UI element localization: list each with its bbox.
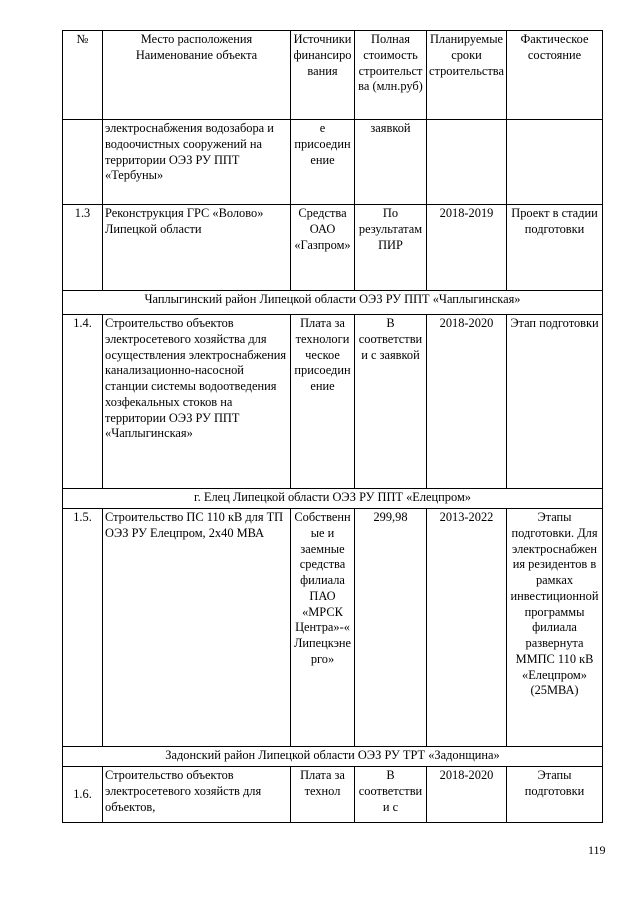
row-cost: В соответствии с (355, 767, 427, 823)
table-row (63, 315, 603, 489)
region-row (63, 489, 603, 509)
row-source: Плата за технологическое присоединение (291, 315, 355, 489)
row-num: 1.3 (63, 205, 103, 291)
row-cost: заявкой (355, 120, 427, 205)
region-title: г. Елец Липецкой области ОЭЗ РУ ППТ «Елецпром» (63, 489, 603, 509)
header-num: № (63, 31, 103, 120)
row-source: Плата за технол (291, 767, 355, 823)
row-cost: По результатам ПИР (355, 205, 427, 291)
row-terms: 2013-2022 (427, 509, 507, 747)
row-source: Средства ОАО «Газпром» (291, 205, 355, 291)
region-title: Чаплыгинский район Липецкой области ОЭЗ РУ ППТ «Чаплыгинская» (63, 291, 603, 315)
region-row (63, 291, 603, 315)
row-name: Строительство ПС 110 кВ для ТП ОЭЗ РУ Елецпром, 2х40 МВА (103, 509, 291, 747)
row-name: электроснабжения водозабора и водоочистных сооружений на территории ОЭЗ РУ ППТ «Тербуны» (103, 120, 291, 205)
header-terms: Планируемые сроки строительства (427, 31, 507, 120)
table-header-row (63, 31, 603, 120)
header-location: Место расположения Наименование объекта (103, 31, 291, 120)
row-status: Этапы подготовки. Для электроснабжения резидентов в рамках инвестиционной программы филиала развернута ММПС 110 кВ «Елецпром» (25МВА) (507, 509, 603, 747)
table-row (63, 120, 603, 205)
row-terms: 2018-2019 (427, 205, 507, 291)
region-title: Задонский район Липецкой области ОЭЗ РУ ТРТ «Задонщина» (63, 747, 603, 767)
row-status: Этапы подготовки (507, 767, 603, 823)
table-row (63, 205, 603, 291)
row-cost: 299,98 (355, 509, 427, 747)
table-row (63, 767, 603, 823)
row-source: Собственные и заемные средства филиала ПАО «МРСК Центра»-«Липецкэнерго» (291, 509, 355, 747)
row-terms (427, 120, 507, 205)
row-status (507, 120, 603, 205)
row-terms: 2018-2020 (427, 767, 507, 823)
row-num: 1.5. (63, 509, 103, 747)
header-source: Источники финансирования (291, 31, 355, 120)
row-num: 1.4. (63, 315, 103, 489)
projects-table (62, 30, 603, 823)
row-name: Строительство объектов электросетевого хозяйства для осуществления электроснабжения канализационно-насосной станции системы водоотведения хозфекальных стоков на территории ОЭЗ РУ ППТ «Чаплыгинская» (103, 315, 291, 489)
region-row (63, 747, 603, 767)
row-status: Проект в стадии подготовки (507, 205, 603, 291)
row-cost: В соответствии с заявкой (355, 315, 427, 489)
header-status: Фактическое состояние (507, 31, 603, 120)
row-source: е присоединение (291, 120, 355, 205)
row-name: Реконструкция ГРС «Волово» Липецкой области (103, 205, 291, 291)
row-num: 1.6. (63, 767, 103, 823)
page-number: 119 (588, 843, 606, 857)
row-terms: 2018-2020 (427, 315, 507, 489)
row-num (63, 120, 103, 205)
row-status: Этап подготовки (507, 315, 603, 489)
row-name: Строительство объектов электросетевого хозяйств для объектов, (103, 767, 291, 823)
header-cost: Полная стоимость строительства (млн.руб) (355, 31, 427, 120)
table-row (63, 509, 603, 747)
